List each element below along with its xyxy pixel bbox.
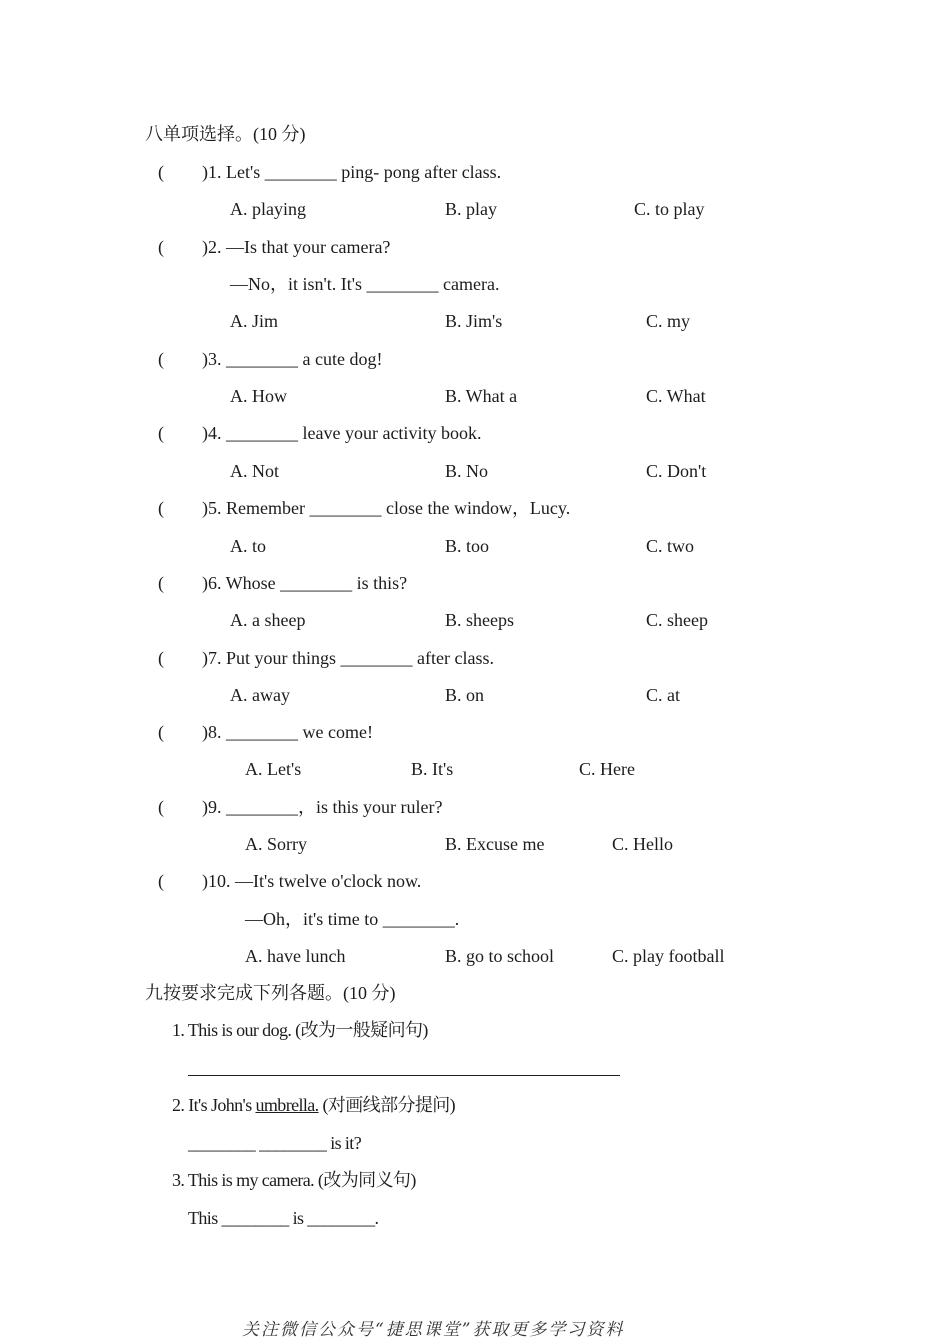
q9-option-a: A. Sorry [245,834,307,854]
question-2-stem: )2. —Is that your camera? [202,237,391,257]
q10-option-a: A. have lunch [245,946,346,966]
question-7-stem: )7. Put your things ________ after class. [202,648,494,668]
q1-option-c: C. to play [634,199,705,219]
question-5-stem: )5. Remember ________ close the window，Lucy. [202,498,571,518]
q5-option-a: A. to [230,536,266,556]
task-3-text: 3. This is my camera. (改为同义句) [172,1170,416,1190]
answer-paren[interactable]: ( [158,162,164,182]
q5-option-c: C. two [646,536,695,556]
q6-option-b: B. sheeps [445,610,514,630]
q5-option-b: B. too [445,536,490,556]
task-3-answer[interactable]: This ________ is ________. [188,1208,379,1228]
q3-option-c: C. What [646,386,706,406]
q8-option-a: A. Let's [245,759,302,779]
task-2-post: (对画线部分提问) [318,1095,456,1115]
answer-paren[interactable]: ( [158,797,164,817]
question-4-stem: )4. ________ leave your activity book. [202,423,482,443]
task-2-text [172,1094,455,1116]
q10-option-c: C. play football [612,946,725,966]
question-8-stem: )8. ________ we come! [202,722,373,742]
question-3-stem: )3. ________ a cute dog! [202,349,383,369]
q4-option-a: A. Not [230,461,279,481]
answer-paren[interactable]: ( [158,237,164,257]
footer-promo-text: 关注微信公众号“捷思课堂”获取更多学习资料 [242,1320,625,1340]
q2-option-a: A. Jim [230,311,279,331]
q6-option-a: A. a sheep [230,610,306,630]
question-9-stem: )9. ________，is this your ruler? [202,797,443,817]
task-1-text: 1. This is our dog. (改为一般疑问句) [172,1020,428,1040]
q1-option-a: A. playing [230,199,306,219]
q2-option-b: B. Jim's [445,311,503,331]
task-2-answer[interactable]: ________ ________ is it? [188,1133,362,1153]
q7-option-c: C. at [646,685,680,705]
q1-option-b: B. play [445,199,497,219]
answer-paren[interactable]: ( [158,722,164,742]
q4-option-c: C. Don't [646,461,707,481]
question-10-stem: )10. —It's twelve o'clock now. [202,871,422,891]
q6-option-c: C. sheep [646,610,708,630]
q4-option-b: B. No [445,461,489,481]
section-8-title: 八单项选择。(10 分) [145,124,306,144]
task-1-answer-line[interactable] [188,1075,620,1076]
q2-option-c: C. my [646,311,691,331]
q7-option-a: A. away [230,685,290,705]
q7-option-b: B. on [445,685,485,705]
answer-paren[interactable]: ( [158,498,164,518]
task-2-pre: 2. It's John's [172,1095,256,1115]
q10-option-b: B. go to school [445,946,555,966]
q9-option-b: B. Excuse me [445,834,545,854]
answer-paren[interactable]: ( [158,573,164,593]
question-1-stem: )1. Let's ________ ping- pong after class. [202,162,502,182]
task-2-underlined-word: umbrella. [255,1095,319,1115]
answer-paren[interactable]: ( [158,648,164,668]
answer-paren[interactable]: ( [158,871,164,891]
question-2-line2: —No，it isn't. It's ________ camera. [230,274,500,294]
answer-paren[interactable]: ( [158,349,164,369]
section-9-title: 九按要求完成下列各题。(10 分) [145,983,396,1003]
q8-option-c: C. Here [579,759,635,779]
q9-option-c: C. Hello [612,834,673,854]
q3-option-a: A. How [230,386,287,406]
q8-option-b: B. It's [411,759,454,779]
question-10-line2: —Oh，it's time to ________. [245,909,460,929]
question-6-stem: )6. Whose ________ is this? [202,573,408,593]
answer-paren[interactable]: ( [158,423,164,443]
q3-option-b: B. What a [445,386,518,406]
